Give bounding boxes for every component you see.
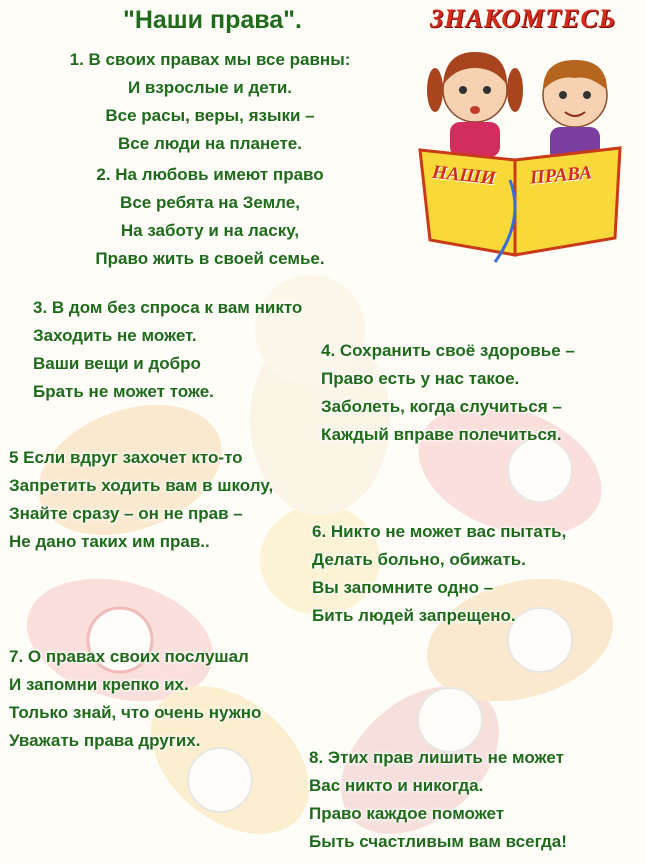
verse-5 bbox=[9, 444, 273, 556]
verse-2 bbox=[20, 161, 400, 273]
verse-4 bbox=[321, 337, 575, 449]
verse-line: И взрослые и дети. bbox=[127, 78, 293, 97]
verse-line: 1. В своих правах мы все равны: bbox=[69, 50, 351, 69]
verse-line: 4. Сохранить своё здоровье – bbox=[321, 341, 575, 360]
verse-1 bbox=[20, 46, 400, 158]
verse-line: Вас никто и никогда. bbox=[309, 776, 484, 795]
verse-line: Только знай, что очень нужно bbox=[9, 703, 262, 722]
verse-line: Запретить ходить вам в школу, bbox=[9, 476, 274, 495]
verse-line: Делать больно, обижать. bbox=[312, 550, 526, 569]
verse-line: Право есть у нас такое. bbox=[321, 369, 520, 388]
verse-line: Быть счастливым вам всегда! bbox=[309, 832, 567, 851]
verse-line: Знайте сразу – он не прав – bbox=[9, 504, 243, 523]
verse-line: Вы запомните одно – bbox=[312, 578, 494, 597]
book-left-word: НАШИ bbox=[431, 161, 497, 190]
verse-line: Уважать права других. bbox=[9, 731, 201, 750]
verse-3 bbox=[33, 294, 302, 406]
verse-line: И запомни крепко их. bbox=[9, 675, 189, 694]
verse-line: Все ребята на Земле, bbox=[120, 193, 300, 212]
verse-8 bbox=[309, 744, 567, 856]
book-right-word: ПРАВА bbox=[529, 162, 593, 189]
verse-7 bbox=[9, 643, 261, 755]
verse-line: Заходить не может. bbox=[33, 326, 197, 345]
verse-line: 8. Этих прав лишить не может bbox=[309, 748, 564, 767]
verse-line: 7. О правах своих послушал bbox=[9, 647, 249, 666]
verse-line: Ваши вещи и добро bbox=[33, 354, 201, 373]
verse-line: 2. На любовь имеют право bbox=[96, 165, 324, 184]
verse-line: На заботу и на ласку, bbox=[120, 221, 300, 240]
verse-line: Каждый вправе полечиться. bbox=[321, 425, 562, 444]
logo-heading: ЗНАКОМТЕСЬ bbox=[430, 4, 617, 33]
verse-line: Право каждое поможет bbox=[309, 804, 505, 823]
verse-line: Право жить в своей семье. bbox=[95, 249, 325, 268]
logo-children-book bbox=[415, 30, 640, 265]
verse-6 bbox=[312, 518, 566, 630]
verse-line: Все расы, веры, языки – bbox=[105, 106, 315, 125]
verse-line: Все люди на планете. bbox=[118, 134, 302, 153]
verse-line: 5 Если вдруг захочет кто-то bbox=[9, 448, 243, 467]
verse-line: 3. В дом без спроса к вам никто bbox=[33, 298, 303, 317]
verse-line: 6. Никто не может вас пытать, bbox=[312, 522, 567, 541]
page-title: "Наши права". bbox=[123, 6, 302, 34]
verse-line: Бить людей запрещено. bbox=[312, 606, 516, 625]
verse-line: Не дано таких им прав.. bbox=[9, 532, 210, 551]
verse-line: Заболеть, когда случиться – bbox=[321, 397, 562, 416]
verse-line: Брать не может тоже. bbox=[33, 382, 214, 401]
